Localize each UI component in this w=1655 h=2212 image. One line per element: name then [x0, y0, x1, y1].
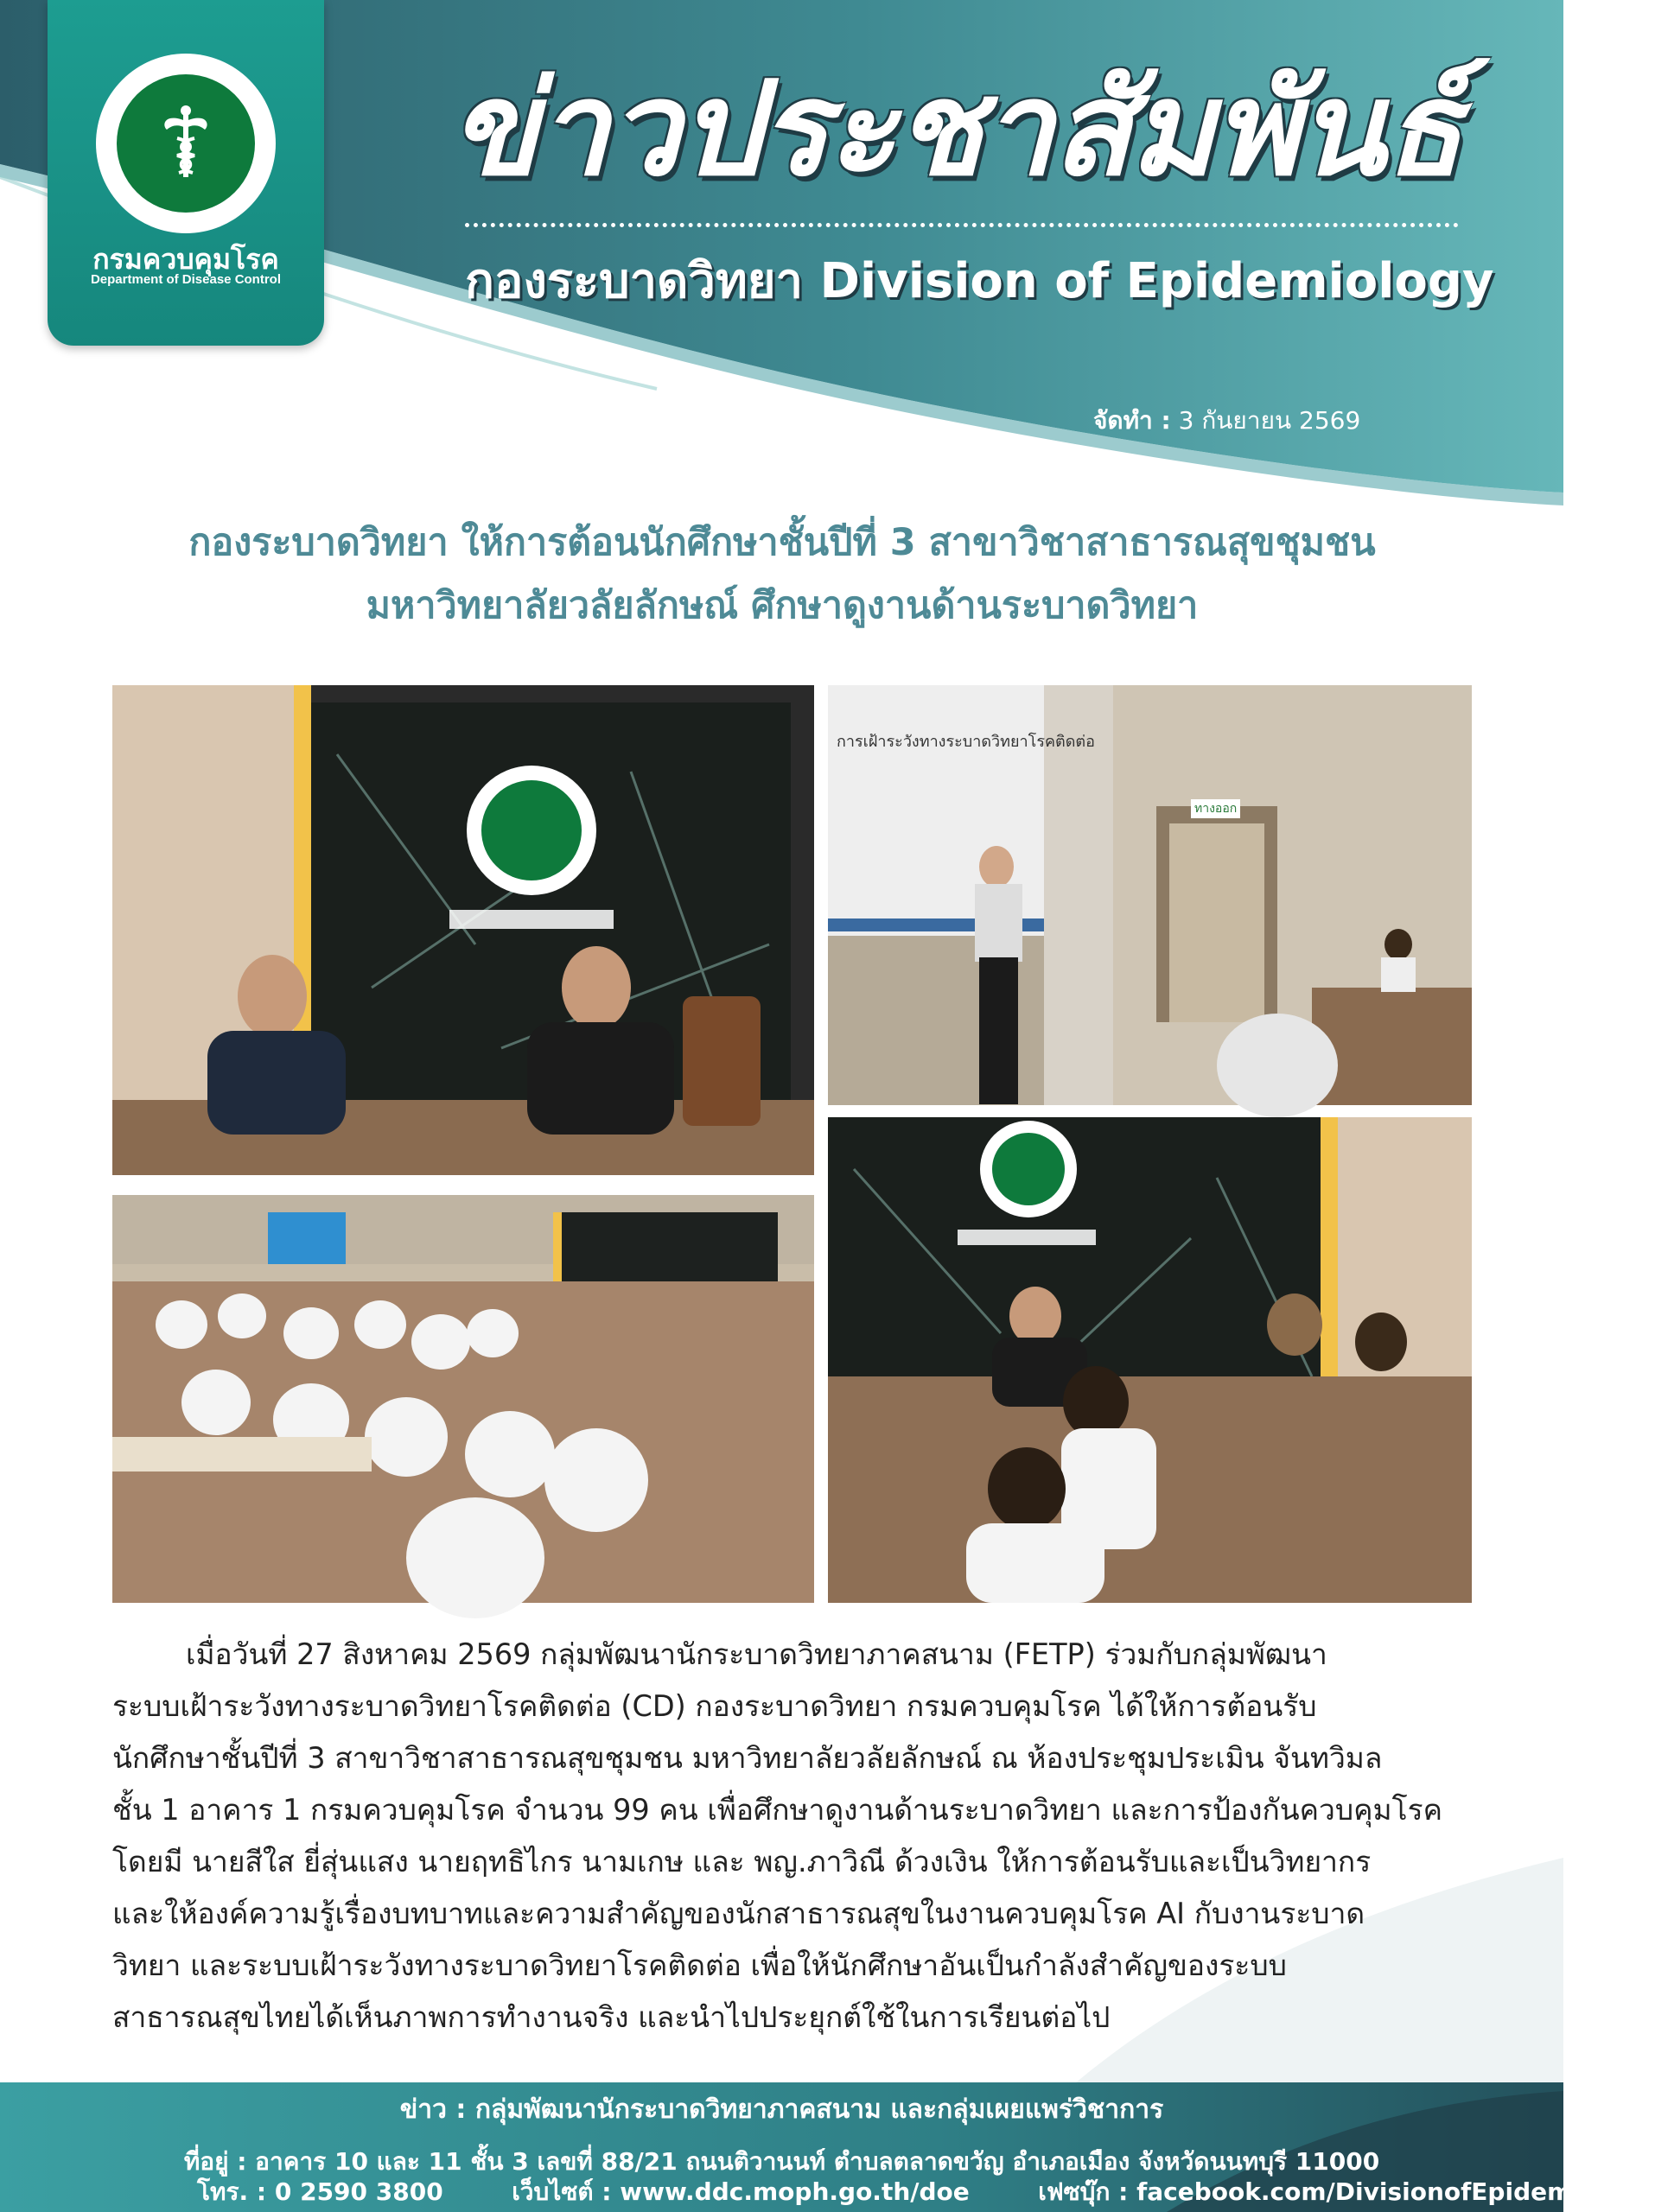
body-line: วิทยา และระบบเฝ้าระวังทางระบาดวิทยาโรคติดต่อ เพื่อให้นักศึกษาอันเป็นกำลังสำคัญของระบบ: [112, 1948, 1287, 1982]
logo-org-name-en: Department of Disease Control: [90, 272, 282, 287]
footer-facebook-link[interactable]: เฟซบุ๊ก : facebook.com/DivisionofEpidemiology: [1038, 2177, 1655, 2206]
footer-phone: โทร. : 0 2590 3800: [197, 2177, 443, 2206]
body-line: สาธารณสุขไทยได้เห็นภาพการทำงานจริง และนำไปประยุกต์ใช้ในการเรียนต่อไป: [112, 2000, 1111, 2034]
ministry-logo-block: [48, 0, 324, 346]
publish-date: [1093, 402, 1360, 440]
date-value: 3 กันยายน 2569: [1178, 406, 1361, 435]
photo-discussion-session: [828, 1117, 1472, 1603]
slide-title: การเฝ้าระวังทางระบาดวิทยาโรคติดต่อ: [837, 733, 1095, 751]
exit-sign: ทางออก: [1191, 799, 1240, 818]
body-line: และให้องค์ความรู้เรื่องบทบาทและความสำคัญของนักสาธารณสุขในงานควบคุมโรค AI กับงานระบาด: [112, 1897, 1365, 1930]
photo-executives-at-desk: [112, 685, 814, 1175]
caduceus-icon: [160, 104, 212, 181]
photo-speaker-presentation: [828, 685, 1472, 1105]
body-line: เมื่อวันที่ 27 สิงหาคม 2569 กลุ่มพัฒนานักระบาดวิทยาภาคสนาม (FETP) ร่วมกับกลุ่มพัฒนา: [186, 1637, 1327, 1671]
page-title: ข่าวประชาสัมพันธ์: [449, 54, 1461, 205]
body-line: ระบบเฝ้าระวังทางระบาดวิทยาโรคติดต่อ (CD) กองระบาดวิทยา กรมควบคุมโรค ได้ให้การต้อนรับ: [112, 1689, 1317, 1723]
article-body: [112, 1629, 1474, 2044]
footer-credit: ข่าว : กลุ่มพัฒนานักระบาดวิทยาภาคสนาม และกลุ่มเผยแพร่วิชาการ: [399, 2094, 1164, 2125]
logo-org-name: กรมควบคุมโรค: [92, 243, 279, 276]
headline-line-2: มหาวิทยาลัยวลัยลักษณ์ ศึกษาดูงานด้านระบาดวิทยา: [366, 584, 1199, 627]
photo-students-in-meeting-room: [112, 1195, 814, 1603]
date-label: จัดทำ :: [1093, 406, 1171, 435]
dotted-divider: [465, 223, 1459, 227]
footer-contacts: [197, 2173, 1655, 2211]
footer-address: ที่อยู่ : อาคาร 10 และ 11 ชั้น 3 เลขที่ 88/21 ถนนติวานนท์ ตำบลตลาดขวัญ อำเภอเมือง จังหวัดนนทบุรี 11000: [183, 2147, 1380, 2176]
body-line: นักศึกษาชั้นปีที่ 3 สาขาวิชาสาธารณสุขชุมชน มหาวิทยาลัยวลัยลักษณ์ ณ ห้องประชุมประเมิน จันทวิมล: [112, 1741, 1383, 1775]
body-line: ชั้น 1 อาคาร 1 กรมควบคุมโรค จำนวน 99 คน เพื่อศึกษาดูงานด้านระบาดวิทยา และการป้องกันควบคุมโรค: [112, 1793, 1443, 1827]
body-line: โดยมี นายสีใส ยี่สุ่นแสง นายฤทธิไกร นามเกษ และ พญ.ภาวิณี ด้วงเงิน ให้การต้อนรับและเป็นวิทยากร: [112, 1845, 1372, 1878]
page-subtitle: กองระบาดวิทยา Division of Epidemiology: [465, 253, 1494, 309]
headline-line-1: กองระบาดวิทยา ให้การต้อนนักศึกษาชั้นปีที่ 3 สาขาวิชาสาธารณสุขชุมชน: [188, 521, 1376, 564]
footer-website-link[interactable]: เว็บไซต์ : www.ddc.moph.go.th/doe: [512, 2177, 970, 2206]
